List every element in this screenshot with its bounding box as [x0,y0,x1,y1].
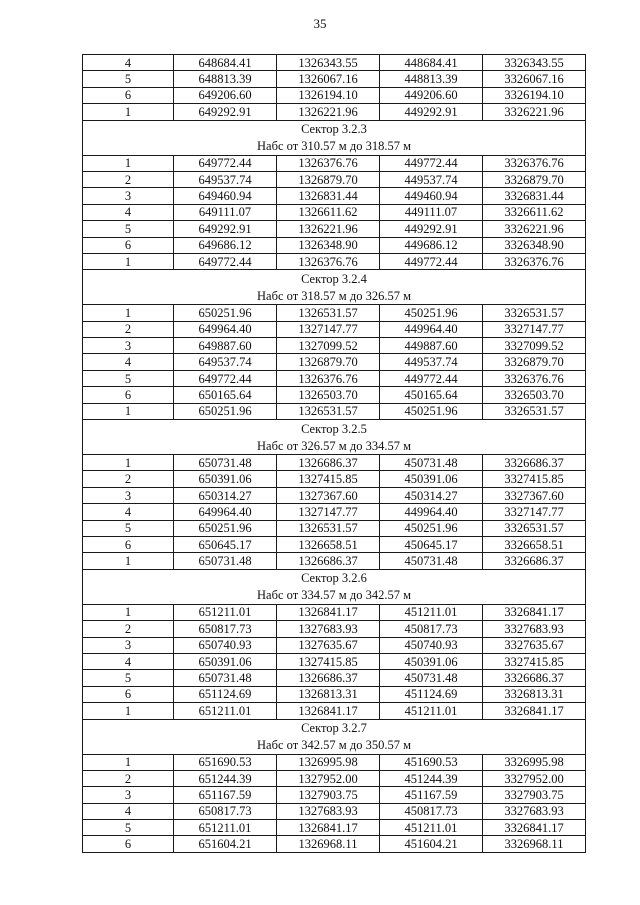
coordinate-cell: 450391.06 [380,471,483,487]
coordinate-cell: 1326376.76 [277,370,380,386]
coordinate-cell: 3327415.85 [483,653,586,669]
coordinates-table-body [83,55,586,853]
coordinate-cell: 3326531.57 [483,305,586,321]
coordinate-cell: 1326531.57 [277,403,380,419]
point-number-cell: 1 [83,754,174,770]
sector-range-row [83,437,586,455]
point-number-cell: 1 [83,403,174,419]
coordinate-cell: 650731.48 [174,670,277,686]
coordinate-cell: 1326841.17 [277,820,380,836]
table-row [83,770,586,786]
table-row [83,204,586,220]
coordinate-cell: 1327415.85 [277,471,380,487]
sector-title-row [83,420,586,438]
coordinate-cell: 649460.94 [174,188,277,204]
point-number-cell: 6 [83,686,174,702]
coordinate-cell: 3327952.00 [483,770,586,786]
coordinate-cell: 649964.40 [174,504,277,520]
coordinate-cell: 3326611.62 [483,204,586,220]
coordinate-cell: 1326658.51 [277,536,380,552]
table-row [83,55,586,71]
table-row [83,670,586,686]
coordinate-cell: 649537.74 [174,171,277,187]
coordinate-cell: 3326841.17 [483,703,586,719]
coordinate-cell: 449964.40 [380,504,483,520]
coordinate-cell: 1327147.77 [277,504,380,520]
point-number-cell: 2 [83,321,174,337]
coordinate-cell: 650251.96 [174,305,277,321]
coordinate-cell: 3327367.60 [483,487,586,503]
coordinate-cell: 1326611.62 [277,204,380,220]
point-number-cell: 3 [83,338,174,354]
coordinate-cell: 451604.21 [380,836,483,852]
coordinate-cell: 3326376.76 [483,155,586,171]
table-row [83,354,586,370]
point-number-cell: 5 [83,221,174,237]
sector-title: Сектор 3.2.3 [83,120,586,138]
coordinate-cell: 450251.96 [380,305,483,321]
coordinate-cell: 449111.07 [380,204,483,220]
coordinate-cell: 451211.01 [380,604,483,620]
coordinate-cell: 1326343.55 [277,55,380,71]
point-number-cell: 2 [83,770,174,786]
coordinate-cell: 3326686.37 [483,553,586,569]
coordinate-cell: 650731.48 [174,553,277,569]
coordinate-cell: 450731.48 [380,670,483,686]
coordinate-cell: 3327415.85 [483,471,586,487]
point-number-cell: 1 [83,553,174,569]
coordinate-cell: 451690.53 [380,754,483,770]
coordinate-cell: 3326995.98 [483,754,586,770]
sector-title-row [83,270,586,288]
coordinate-cell: 1327147.77 [277,321,380,337]
coordinate-cell: 3326879.70 [483,171,586,187]
point-number-cell: 4 [83,55,174,71]
table-row [83,338,586,354]
point-number-cell: 4 [83,204,174,220]
sector-title-row [83,120,586,138]
coordinate-cell: 650740.93 [174,637,277,653]
coordinate-cell: 1327415.85 [277,653,380,669]
coordinate-cell: 649537.74 [174,354,277,370]
table-row [83,836,586,852]
coordinate-cell: 3326841.17 [483,604,586,620]
coordinate-cell: 450165.64 [380,387,483,403]
coordinate-cell: 650165.64 [174,387,277,403]
coordinate-cell: 448813.39 [380,71,483,87]
coordinate-cell: 449686.12 [380,237,483,253]
point-number-cell: 1 [83,455,174,471]
coordinate-cell: 3326879.70 [483,354,586,370]
table-row [83,104,586,120]
point-number-cell: 6 [83,87,174,103]
coordinate-cell: 449772.44 [380,370,483,386]
coordinate-cell: 1326531.57 [277,520,380,536]
coordinate-cell: 650391.06 [174,471,277,487]
coordinate-cell: 1326067.16 [277,71,380,87]
coordinate-cell: 449292.91 [380,104,483,120]
coordinate-cell: 1326221.96 [277,221,380,237]
coordinate-cell: 651211.01 [174,703,277,719]
coordinate-cell: 449537.74 [380,171,483,187]
coordinate-cell: 449772.44 [380,155,483,171]
coordinate-cell: 3327147.77 [483,504,586,520]
coordinate-cell: 1326221.96 [277,104,380,120]
coordinate-cell: 3326686.37 [483,455,586,471]
coordinate-cell: 649772.44 [174,253,277,269]
coordinate-cell: 650731.48 [174,455,277,471]
table-row [83,455,586,471]
coordinate-cell: 3327903.75 [483,787,586,803]
coordinate-cell: 1327099.52 [277,338,380,354]
point-number-cell: 4 [83,803,174,819]
coordinate-cell: 450314.27 [380,487,483,503]
coordinate-cell: 449206.60 [380,87,483,103]
coordinate-cell: 450391.06 [380,653,483,669]
sector-title: Сектор 3.2.4 [83,270,586,288]
coordinate-cell: 1326531.57 [277,305,380,321]
coordinate-cell: 3327147.77 [483,321,586,337]
coordinate-cell: 1327683.93 [277,803,380,819]
table-row [83,188,586,204]
table-row [83,71,586,87]
coordinate-cell: 649964.40 [174,321,277,337]
coordinate-cell: 1326831.44 [277,188,380,204]
coordinate-cell: 448684.41 [380,55,483,71]
coordinate-cell: 3326658.51 [483,536,586,552]
point-number-cell: 3 [83,188,174,204]
sector-height-range: Набс от 318.57 м до 326.57 м [83,287,586,305]
coordinate-cell: 1327683.93 [277,621,380,637]
coordinate-cell: 649111.07 [174,204,277,220]
coordinate-cell: 3326067.16 [483,71,586,87]
coordinate-cell: 3326813.31 [483,686,586,702]
point-number-cell: 1 [83,104,174,120]
coordinate-cell: 451211.01 [380,820,483,836]
sector-title-row [83,569,586,587]
coordinate-cell: 1327635.67 [277,637,380,653]
coordinate-cell: 651690.53 [174,754,277,770]
point-number-cell: 4 [83,653,174,669]
table-row [83,754,586,770]
table-row [83,637,586,653]
coordinate-cell: 649887.60 [174,338,277,354]
point-number-cell: 4 [83,354,174,370]
coordinate-cell: 3326531.57 [483,403,586,419]
coordinate-cell: 1326813.31 [277,686,380,702]
coordinate-cell: 451167.59 [380,787,483,803]
point-number-cell: 3 [83,787,174,803]
point-number-cell: 1 [83,253,174,269]
coordinate-cell: 3326531.57 [483,520,586,536]
coordinate-cell: 3327683.93 [483,621,586,637]
coordinate-cell: 450645.17 [380,536,483,552]
coordinate-cell: 450817.73 [380,621,483,637]
table-row [83,504,586,520]
table-row [83,87,586,103]
coordinate-cell: 1327903.75 [277,787,380,803]
coordinate-cell: 651211.01 [174,604,277,620]
coordinate-cell: 451211.01 [380,703,483,719]
table-row [83,653,586,669]
coordinate-cell: 649292.91 [174,221,277,237]
coordinate-cell: 1326686.37 [277,670,380,686]
coordinate-cell: 449772.44 [380,253,483,269]
point-number-cell: 5 [83,820,174,836]
table-row [83,471,586,487]
coordinates-table [82,54,586,853]
sector-title: Сектор 3.2.7 [83,719,586,737]
page-number: 35 [313,16,327,31]
coordinate-cell: 3326831.44 [483,188,586,204]
coordinate-cell: 3326841.17 [483,820,586,836]
coordinate-cell: 650251.96 [174,403,277,419]
point-number-cell: 4 [83,504,174,520]
coordinate-cell: 1326841.17 [277,703,380,719]
point-number-cell: 1 [83,305,174,321]
coordinate-cell: 648813.39 [174,71,277,87]
table-row [83,553,586,569]
table-row [83,305,586,321]
coordinate-cell: 451244.39 [380,770,483,786]
coordinate-cell: 1326348.90 [277,237,380,253]
coordinate-cell: 449292.91 [380,221,483,237]
coordinate-cell: 651604.21 [174,836,277,852]
point-number-cell: 2 [83,171,174,187]
table-row [83,621,586,637]
sector-height-range: Набс от 334.57 м до 342.57 м [83,587,586,605]
coordinate-cell: 3326968.11 [483,836,586,852]
coordinate-cell: 449964.40 [380,321,483,337]
point-number-cell: 6 [83,836,174,852]
sector-height-range: Набс от 310.57 м до 318.57 м [83,138,586,156]
table-row [83,387,586,403]
coordinate-cell: 451124.69 [380,686,483,702]
point-number-cell: 5 [83,670,174,686]
coordinate-cell: 3327683.93 [483,803,586,819]
coordinate-cell: 650391.06 [174,653,277,669]
coordinate-cell: 450740.93 [380,637,483,653]
coordinate-cell: 651167.59 [174,787,277,803]
coordinate-cell: 651211.01 [174,820,277,836]
coordinate-cell: 649292.91 [174,104,277,120]
coordinate-cell: 3326348.90 [483,237,586,253]
coordinate-cell: 651244.39 [174,770,277,786]
point-number-cell: 2 [83,471,174,487]
point-number-cell: 2 [83,621,174,637]
coordinate-cell: 1326968.11 [277,836,380,852]
table-row [83,370,586,386]
table-row [83,171,586,187]
table-row [83,536,586,552]
table-row [83,221,586,237]
coordinate-cell: 1327952.00 [277,770,380,786]
coordinate-cell: 649686.12 [174,237,277,253]
coordinate-cell: 649206.60 [174,87,277,103]
coordinate-cell: 3326376.76 [483,370,586,386]
sector-range-row [83,587,586,605]
point-number-cell: 6 [83,237,174,253]
sector-range-row [83,287,586,305]
sector-range-row [83,138,586,156]
table-row [83,520,586,536]
coordinate-cell: 1326995.98 [277,754,380,770]
coordinate-cell: 651124.69 [174,686,277,702]
point-number-cell: 1 [83,604,174,620]
coordinate-cell: 3326503.70 [483,387,586,403]
table-row [83,703,586,719]
coordinate-cell: 450731.48 [380,553,483,569]
point-number-cell: 3 [83,487,174,503]
sector-title: Сектор 3.2.5 [83,420,586,438]
coordinate-cell: 649772.44 [174,370,277,386]
sector-title-row [83,719,586,737]
coordinate-cell: 1326376.76 [277,155,380,171]
coordinate-cell: 650645.17 [174,536,277,552]
coordinate-cell: 1326879.70 [277,354,380,370]
coordinate-cell: 649772.44 [174,155,277,171]
sector-height-range: Набс от 342.57 м до 350.57 м [83,737,586,755]
sector-title: Сектор 3.2.6 [83,569,586,587]
coordinate-cell: 650251.96 [174,520,277,536]
point-number-cell: 5 [83,370,174,386]
coordinate-cell: 3326221.96 [483,104,586,120]
coordinate-cell: 3327099.52 [483,338,586,354]
coordinate-cell: 1326376.76 [277,253,380,269]
coordinate-cell: 650817.73 [174,621,277,637]
coordinate-cell: 1326686.37 [277,553,380,569]
table-row [83,253,586,269]
table-row [83,787,586,803]
point-number-cell: 6 [83,536,174,552]
coordinate-cell: 648684.41 [174,55,277,71]
coordinate-cell: 650817.73 [174,803,277,819]
table-row [83,321,586,337]
coordinate-cell: 1327367.60 [277,487,380,503]
coordinate-cell: 1326841.17 [277,604,380,620]
point-number-cell: 3 [83,637,174,653]
coordinate-cell: 1326194.10 [277,87,380,103]
coordinate-cell: 3326376.76 [483,253,586,269]
coordinate-cell: 3326221.96 [483,221,586,237]
coordinate-cell: 450817.73 [380,803,483,819]
table-row [83,686,586,702]
coordinate-cell: 3326343.55 [483,55,586,71]
sector-height-range: Набс от 326.57 м до 334.57 м [83,437,586,455]
table-row [83,403,586,419]
table-row [83,820,586,836]
table-row [83,237,586,253]
coordinate-cell: 3327635.67 [483,637,586,653]
table-row [83,803,586,819]
table-row [83,487,586,503]
coordinate-cell: 3326686.37 [483,670,586,686]
point-number-cell: 1 [83,155,174,171]
coordinate-cell: 449460.94 [380,188,483,204]
coordinate-cell: 1326503.70 [277,387,380,403]
table-row [83,604,586,620]
coordinate-cell: 1326879.70 [277,171,380,187]
coordinate-cell: 449537.74 [380,354,483,370]
sector-range-row [83,737,586,755]
point-number-cell: 5 [83,520,174,536]
coordinate-cell: 650314.27 [174,487,277,503]
coordinate-cell: 3326194.10 [483,87,586,103]
point-number-cell: 5 [83,71,174,87]
coordinate-cell: 450251.96 [380,520,483,536]
coordinate-cell: 1326686.37 [277,455,380,471]
point-number-cell: 1 [83,703,174,719]
table-row [83,155,586,171]
coordinate-cell: 449887.60 [380,338,483,354]
point-number-cell: 6 [83,387,174,403]
coordinate-cell: 450731.48 [380,455,483,471]
coordinate-cell: 450251.96 [380,403,483,419]
